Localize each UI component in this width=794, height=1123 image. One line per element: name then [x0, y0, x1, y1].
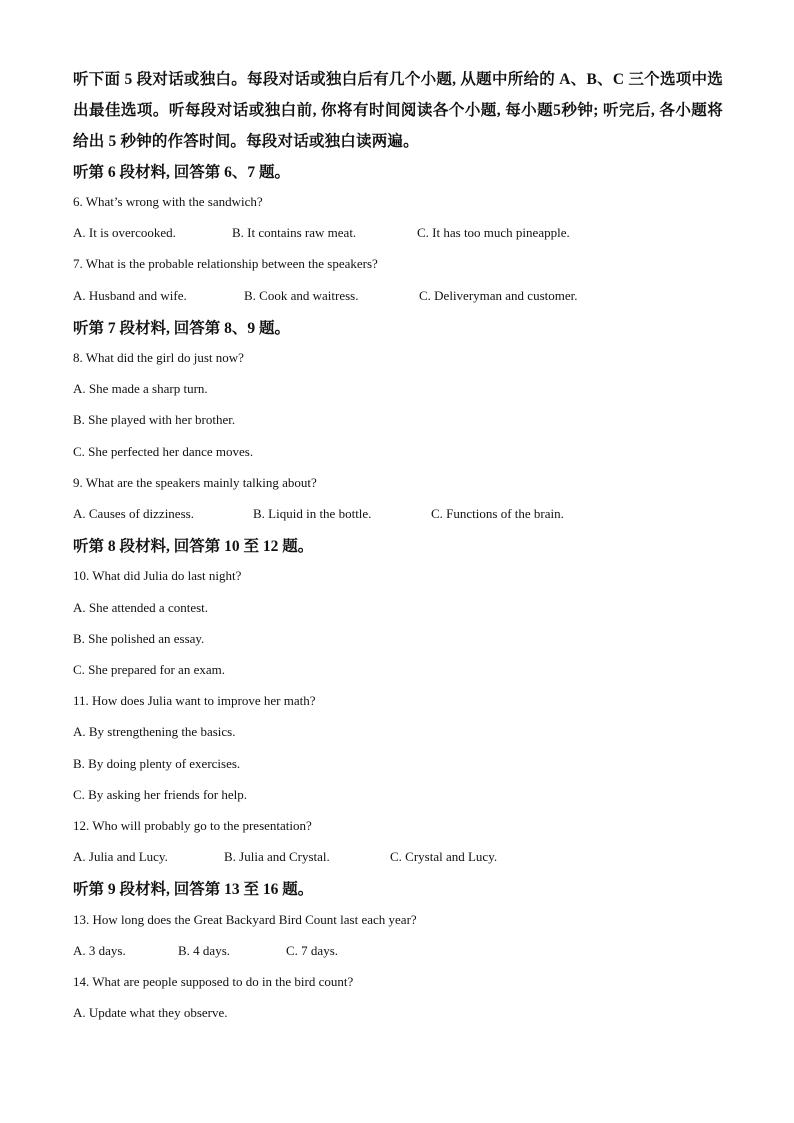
section-heading: 听第 7 段材料, 回答第 8、9 题。	[73, 320, 291, 337]
question-stem: 8. What did the girl do just now?	[73, 350, 244, 365]
option-a: A. By strengthening the basics.	[73, 724, 236, 739]
option-a: A. She attended a contest.	[73, 600, 209, 615]
question-stem: 14. What are people supposed to do in the bird count?	[73, 974, 354, 989]
option-c: C. By asking her friends for help.	[73, 787, 248, 802]
option-a: A. Update what they observe.	[73, 1005, 228, 1020]
option-c: C. Functions of the brain.	[431, 506, 564, 521]
option-c: C. Deliveryman and customer.	[419, 288, 578, 303]
option-b: B. Julia and Crystal.	[224, 849, 330, 864]
option-c: C. She prepared for an exam.	[73, 662, 225, 677]
question-stem: 12. Who will probably go to the presentation?	[73, 818, 312, 833]
question-stem: 7. What is the probable relationship between the speakers?	[73, 256, 378, 271]
instructions: 听下面 5 段对话或独白。每段对话或独白后有几个小题, 从题中所给的 A、B、C 三个选项中选出最佳选项。听每段对话或独白前, 你将有时间阅读各个小题, 每小题5秒钟; 听完后, 各小题将给出 5 秒钟的作答时间。每段对话或独白读两遍。	[73, 71, 723, 150]
option-a: A. Causes of dizziness.	[73, 506, 194, 521]
option-a: A. It is overcooked.	[73, 225, 176, 240]
question-stem: 9. What are the speakers mainly talking about?	[73, 475, 317, 490]
question-stem: 11. How does Julia want to improve her math?	[73, 693, 316, 708]
option-a: A. Husband and wife.	[73, 288, 187, 303]
option-b: B. By doing plenty of exercises.	[73, 756, 241, 771]
option-a: A. Julia and Lucy.	[73, 849, 168, 864]
question-stem: 13. How long does the Great Backyard Bird Count last each year?	[73, 912, 417, 927]
option-b: B. She polished an essay.	[73, 631, 205, 646]
option-b: B. She played with her brother.	[73, 412, 236, 427]
option-b: B. It contains raw meat.	[232, 225, 357, 240]
option-c: C. It has too much pineapple.	[417, 225, 570, 240]
option-c: C. Crystal and Lucy.	[390, 849, 498, 864]
question-stem: 6. What’s wrong with the sandwich?	[73, 194, 263, 209]
option-c: C. 7 days.	[286, 943, 338, 958]
option-a: A. She made a sharp turn.	[73, 381, 208, 396]
option-b: B. Cook and waitress.	[244, 288, 359, 303]
section-heading: 听第 6 段材料, 回答第 6、7 题。	[73, 164, 291, 181]
option-b: B. Liquid in the bottle.	[253, 506, 372, 521]
section-heading: 听第 8 段材料, 回答第 10 至 12 题。	[73, 538, 314, 555]
section-heading: 听第 9 段材料, 回答第 13 至 16 题。	[73, 881, 314, 898]
option-b: B. 4 days.	[178, 943, 230, 958]
option-c: C. She perfected her dance moves.	[73, 444, 254, 459]
option-a: A. 3 days.	[73, 943, 126, 958]
question-stem: 10. What did Julia do last night?	[73, 568, 242, 583]
